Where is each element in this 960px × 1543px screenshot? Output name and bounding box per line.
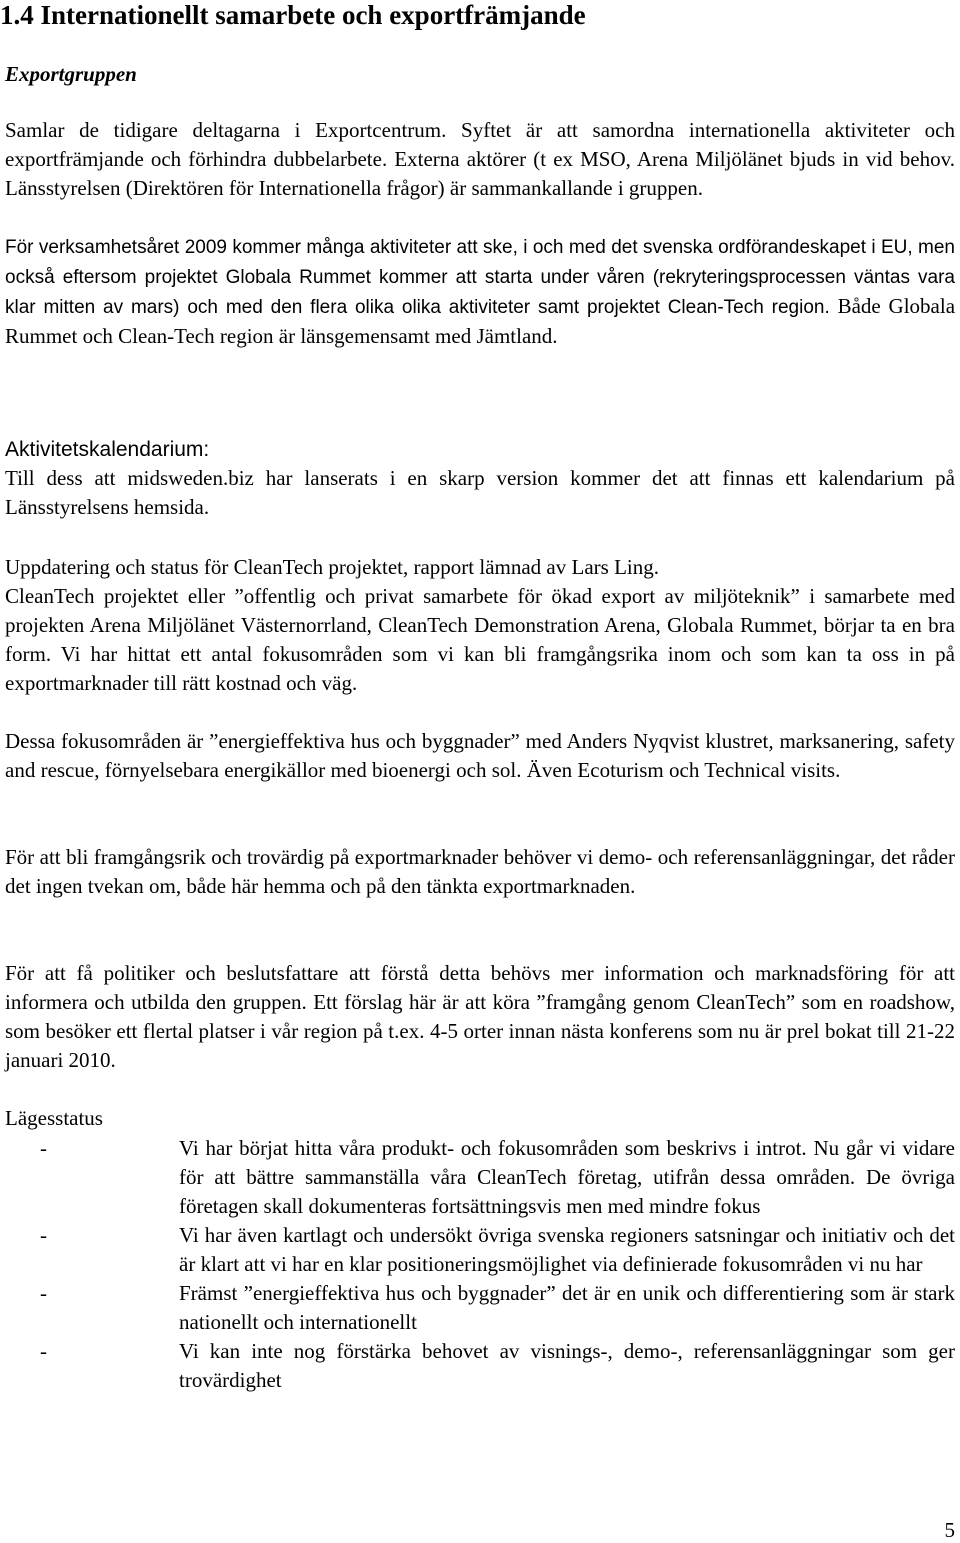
status-item (0, 1134, 960, 1221)
intro-paragraph: Samlar de tidigare deltagarna i Exportcentrum. Syftet är att samordna internationella aktiviteter och exportfrämjande och förhindra dubbelarbete. Externa aktörer (t ex MSO, Arena Miljölänet bjuds in vid behov. Länsstyrelsen (Direktören för Internationella frågor) är sammankallande i gruppen. (5, 118, 955, 200)
activities-text: För verksamhetsåret 2009 kommer många aktiviteter att ske, i och med det svenska ordförandeskapet i EU, men också eftersom projektet Globala Rummet kommer att starta under våren (rekryteringsprocessen väntas vara klar mitten av mars) och med den flera olika olika aktiviteter samt projektet Clean-Tech region. (5, 237, 955, 318)
dash-bullet: - (40, 1281, 47, 1305)
dash-bullet: - (40, 1136, 47, 1160)
status-item (0, 1279, 960, 1337)
cleantech-heading: Uppdatering och status för CleanTech projektet, rapport lämnad av Lars Ling. (5, 555, 659, 579)
status-item-text: Vi har även kartlagt och undersökt övriga svenska regioners satsningar och initiativ och det är klart att vi har en klar positioneringsmöjlighet via definierade fokusområden vi nu har (179, 1223, 955, 1276)
status-item (0, 1221, 960, 1279)
calendar-label: Aktivitetskalendarium: (5, 438, 210, 461)
shared-regions-text: Både Globala Rummet och Clean-Tech region är länsgemensamt med Jämtland. (5, 294, 956, 348)
status-item-text: Vi har börjat hitta våra produkt- och fokusområden som beskrivs i introt. Nu går vi vidare för att bättre sammanställa våra CleanTech företag, utifrån dessa områden. De övriga företagen skall dokumenteras fortsättningsvis men med mindre fokus (179, 1136, 955, 1218)
focus-paragraph: Dessa fokusområden är ”energieffektiva hus och byggnader” med Anders Nyqvist klustret, marksanering, safety and rescue, förnyelsebara energikällor med bioenergi och sol. Även Ecoturism och Technical visits. (5, 729, 955, 782)
dash-bullet: - (40, 1223, 47, 1247)
roadshow-paragraph: För att få politiker och beslutsfattare att förstå detta behövs mer information och marknadsföring för att informera och utbilda den gruppen. Ett förslag här är att köra ”framgång genom CleanTech” som en roadshow, som besöker ett flertal platser i vår region på t.ex. 4-5 orter innan nästa konferens som nu är prel bokat till 21-22 januari 2010. (5, 961, 955, 1072)
status-list (0, 1134, 960, 1395)
activities-paragraph (5, 232, 955, 351)
status-item-text: Främst ”energieffektiva hus och byggnader” det är en unik och differentiering som är stark nationellt och internationellt (179, 1281, 955, 1334)
calendar-paragraph: Till dess att midsweden.biz har lanserats i en skarp version kommer det att finnas ett kalendarium på Länsstyrelsens hemsida. (5, 466, 955, 519)
cleantech-paragraph: CleanTech projektet eller ”offentlig och privat samarbete för ökad export av miljöteknik” i samarbete med projekten Arena Miljölänet Västernorrland, CleanTech Demonstration Arena, Globala Rummet, börjar ta en bra form. Vi har hittat ett antal fokusområden som vi kan bli framgångsrika inom och som kan ta oss in på exportmarknader till rätt kostnad och väg. (5, 584, 955, 695)
section-title: 1.4 Internationellt samarbete och exportfrämjande (0, 0, 586, 30)
status-item (0, 1337, 960, 1395)
subsection-title: Exportgruppen (5, 62, 137, 86)
status-label: Lägesstatus (5, 1106, 103, 1130)
status-item-text: Vi kan inte nog förstärka behovet av visnings-, demo-, referensanläggningar som ger trovärdighet (179, 1339, 955, 1392)
demo-paragraph: För att bli framgångsrik och trovärdig på exportmarknader behöver vi demo- och referensanläggningar, det råder det ingen tvekan om, både här hemma och på den tänkta exportmarknaden. (5, 845, 955, 898)
dash-bullet: - (40, 1339, 47, 1363)
page-number: 5 (944, 1518, 955, 1542)
